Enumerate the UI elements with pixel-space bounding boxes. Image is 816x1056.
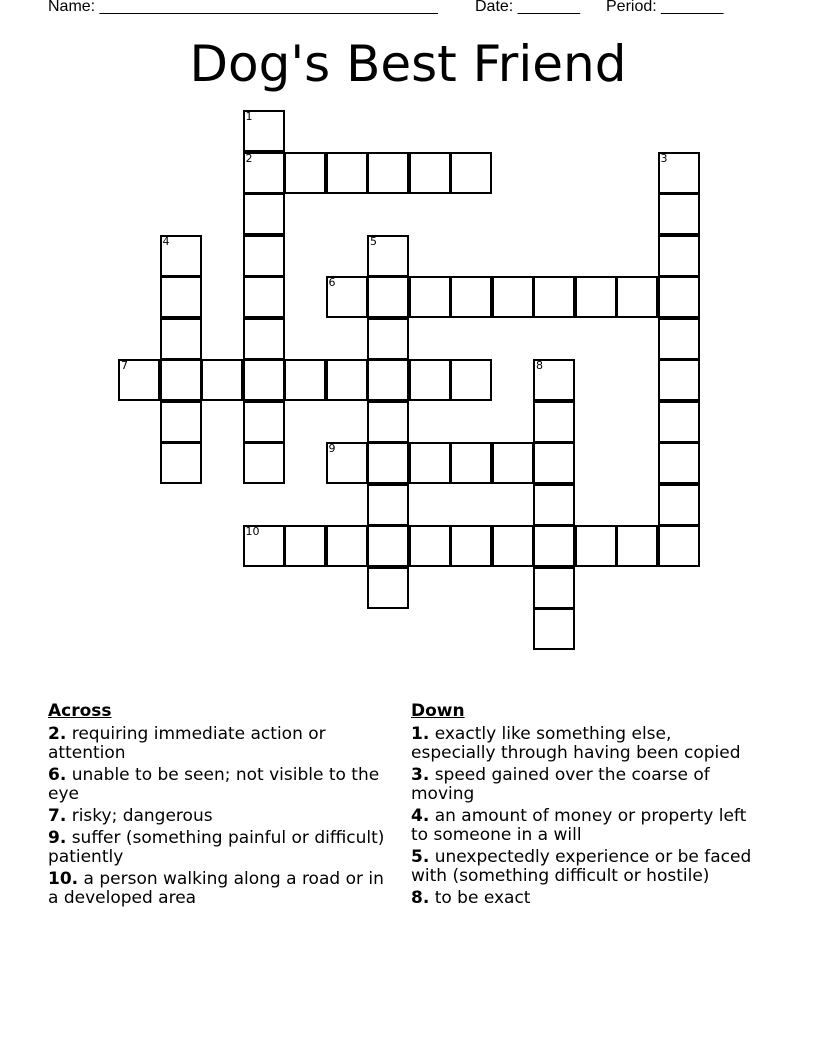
- grid-cell[interactable]: [326, 525, 368, 567]
- clue-number-label: 7: [121, 359, 128, 372]
- grid-cell[interactable]: [367, 525, 409, 567]
- grid-cell[interactable]: [243, 235, 285, 277]
- across-heading: Across: [48, 701, 112, 721]
- clue-number-label: 9: [328, 442, 336, 455]
- grid-cell[interactable]: [492, 276, 534, 318]
- grid-cell[interactable]: [243, 193, 285, 235]
- grid-cell[interactable]: [367, 359, 409, 401]
- across-clue-7: [48, 807, 398, 826]
- clue-number-label: 4: [162, 234, 170, 248]
- grid-cell[interactable]: [243, 110, 285, 152]
- clue-number-label: 8: [536, 359, 543, 372]
- grid-cell[interactable]: [243, 442, 285, 484]
- grid-cell[interactable]: [450, 525, 492, 567]
- down-clue-1: [411, 725, 761, 763]
- grid-cell[interactable]: [658, 193, 700, 235]
- clue-number: 1.: [411, 724, 430, 744]
- clue-text: to be exact: [434, 888, 531, 908]
- grid-cell[interactable]: [201, 359, 243, 401]
- grid-cell[interactable]: [658, 152, 700, 194]
- grid-cell[interactable]: [533, 359, 575, 401]
- grid-cell[interactable]: [616, 525, 658, 567]
- grid-cell[interactable]: [658, 359, 700, 401]
- grid-cell[interactable]: [243, 152, 285, 194]
- clue-number-label: 5: [370, 234, 377, 248]
- date-field[interactable]: Date: _______: [475, 0, 580, 15]
- grid-cell[interactable]: [533, 525, 575, 567]
- across-clue-6: [48, 766, 398, 804]
- clue-number: 6.: [48, 765, 67, 785]
- period-field[interactable]: Period: _______: [606, 0, 724, 15]
- clue-number-label: 1: [245, 110, 253, 123]
- grid-cell[interactable]: [658, 401, 700, 443]
- grid-cell[interactable]: [284, 152, 326, 194]
- grid-cell[interactable]: [326, 442, 368, 484]
- grid-cell[interactable]: [160, 276, 202, 318]
- grid-cell[interactable]: [450, 442, 492, 484]
- grid-cell[interactable]: [160, 235, 202, 277]
- clue-text: speed gained over the coarse of moving: [411, 765, 710, 804]
- clue-number-label: 6: [328, 276, 336, 289]
- grid-cell[interactable]: [243, 525, 285, 567]
- across-clue-9: [48, 829, 398, 867]
- grid-cell[interactable]: [326, 359, 368, 401]
- down-clue-3: [411, 766, 761, 804]
- grid-cell[interactable]: [367, 235, 409, 277]
- clue-text: unable to be seen; not visible to the eye: [48, 765, 380, 804]
- clue-number-label: 10: [245, 525, 260, 538]
- grid-cell[interactable]: [575, 276, 617, 318]
- across-clues: [48, 700, 398, 911]
- grid-cell[interactable]: [658, 525, 700, 567]
- clue-text: unexpectedly experience or be faced with (something difficult or hostile): [411, 847, 752, 886]
- grid-cell[interactable]: [367, 567, 409, 609]
- grid-cell[interactable]: [243, 318, 285, 360]
- grid-cell[interactable]: [450, 152, 492, 194]
- grid-cell[interactable]: [658, 318, 700, 360]
- grid-cell[interactable]: [533, 484, 575, 526]
- grid-cell[interactable]: [118, 359, 160, 401]
- clue-number: 10.: [48, 869, 79, 889]
- grid-cell[interactable]: [575, 525, 617, 567]
- across-clue-10: [48, 870, 398, 908]
- grid-cell[interactable]: [284, 525, 326, 567]
- clue-number: 4.: [411, 806, 430, 826]
- name-field[interactable]: Name: ______________________________________: [48, 0, 438, 15]
- grid-cell[interactable]: [284, 359, 326, 401]
- grid-cell[interactable]: [409, 276, 451, 318]
- grid-cell[interactable]: [492, 525, 534, 567]
- clue-text: a person walking along a road or in a developed area: [48, 869, 384, 908]
- clue-number: 2.: [48, 724, 67, 744]
- grid-cell[interactable]: [160, 401, 202, 443]
- grid-cell[interactable]: [533, 276, 575, 318]
- grid-cell[interactable]: [243, 359, 285, 401]
- grid-cell[interactable]: [243, 401, 285, 443]
- grid-cell[interactable]: [658, 276, 700, 318]
- across-clue-2: [48, 725, 398, 763]
- grid-cell[interactable]: [367, 442, 409, 484]
- grid-cell[interactable]: [658, 442, 700, 484]
- grid-cell[interactable]: [492, 442, 534, 484]
- grid-cell[interactable]: [409, 152, 451, 194]
- puzzle-title: Dog's Best Friend: [189, 35, 627, 93]
- grid-cell[interactable]: [409, 525, 451, 567]
- grid-cell[interactable]: [533, 567, 575, 609]
- grid-cell[interactable]: [326, 276, 368, 318]
- grid-cell[interactable]: [533, 401, 575, 443]
- clue-text: suffer (something painful or difficult) patiently: [48, 828, 385, 867]
- grid-cell[interactable]: [658, 235, 700, 277]
- grid-cell[interactable]: [367, 401, 409, 443]
- grid-cell[interactable]: [409, 359, 451, 401]
- grid-cell[interactable]: [367, 276, 409, 318]
- down-clues: [411, 700, 761, 911]
- clue-number-label: 2: [245, 151, 253, 165]
- grid-cell[interactable]: [533, 608, 575, 650]
- clue-text: risky; dangerous: [71, 806, 213, 826]
- down-clue-5: [411, 848, 761, 886]
- grid-cell[interactable]: [160, 318, 202, 360]
- grid-cell[interactable]: [160, 442, 202, 484]
- grid-cell[interactable]: [450, 359, 492, 401]
- clue-number: 7.: [48, 806, 67, 826]
- clue-number-label: 3: [660, 151, 668, 165]
- grid-cell[interactable]: [367, 484, 409, 526]
- clue-text: requiring immediate action or attention: [48, 724, 326, 763]
- clue-text: an amount of money or property left to someone in a will: [411, 806, 747, 845]
- clue-text: exactly like something else, especially through having been copied: [411, 724, 741, 763]
- grid-cell[interactable]: [326, 152, 368, 194]
- down-clue-8: [411, 889, 761, 908]
- clue-number: 5.: [411, 847, 430, 867]
- grid-cell[interactable]: [160, 359, 202, 401]
- down-heading: Down: [411, 701, 465, 721]
- grid-cell[interactable]: [450, 276, 492, 318]
- grid-cell[interactable]: [243, 276, 285, 318]
- clue-number: 8.: [411, 888, 430, 908]
- down-clue-4: [411, 807, 761, 845]
- clue-number: 3.: [411, 765, 430, 785]
- grid-cell[interactable]: [409, 442, 451, 484]
- grid-cell[interactable]: [658, 484, 700, 526]
- grid-cell[interactable]: [616, 276, 658, 318]
- grid-cell[interactable]: [533, 442, 575, 484]
- grid-cell[interactable]: [367, 318, 409, 360]
- grid-cell[interactable]: [367, 152, 409, 194]
- clue-number: 9.: [48, 828, 67, 848]
